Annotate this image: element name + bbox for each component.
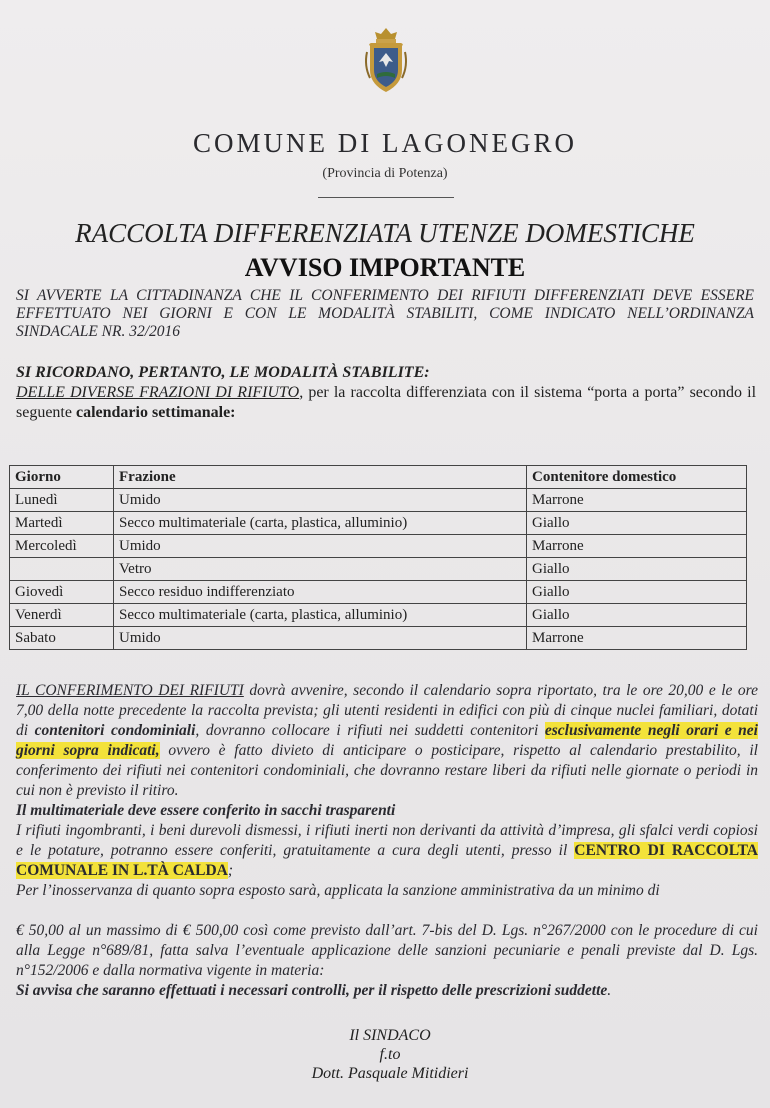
cell-contenitore: Marrone xyxy=(527,535,747,558)
modalita-heading: SI RICORDANO, PERTANTO, LE MODALITÀ STABILITE: xyxy=(16,364,430,381)
calendario-label: calendario settimanale: xyxy=(75,404,236,421)
signature-block xyxy=(300,1026,480,1083)
table-row xyxy=(10,627,747,650)
frazioni-label: DELLE DIVERSE FRAZIONI DI RIFIUTO xyxy=(16,384,300,401)
provincia: (Provincia di Potenza) xyxy=(322,166,448,181)
table-row xyxy=(10,489,747,512)
ingombranti-end: ; xyxy=(227,862,234,879)
ingombranti-paragraph xyxy=(16,821,758,881)
divider xyxy=(318,197,454,198)
cell-frazione: Umido xyxy=(114,627,527,650)
conferimento-text-c: ovvero è fatto divieto di anticipare o posticipare, rispetto al calendario prestabilito, il conferimento dei rifiuti nei contenitori condominiali, che dovranno restare liberi da rifiuti nelle giornate o periodi in cui non è previsto il ritiro. xyxy=(16,742,758,799)
ingombranti-text: I rifiuti ingombranti, i beni durevoli dismessi, i rifiuti inerti non derivanti da attività d’impresa, gli sfalci verdi copiosi e le potature, potranno essere conferiti, gratuitamente a cura degli utenti, presso il xyxy=(16,822,758,859)
table-row xyxy=(10,581,747,604)
controlli-text: Si avvisa che saranno effettuati i necessari controlli, per il rispetto delle prescrizioni suddette xyxy=(16,982,608,999)
cell-giorno: Sabato xyxy=(10,627,114,650)
centro-raccolta-highlight: CENTRO DI RACCOLTA COMUNALE IN L.TÀ CALDA xyxy=(16,842,758,879)
cell-frazione: Vetro xyxy=(114,558,527,581)
signature-fto: f.to xyxy=(379,1046,401,1063)
conferimento-text-b: , dovranno collocare i rifiuti nei suddetti contenitori xyxy=(195,722,545,739)
intro-paragraph: SI AVVERTE LA CITTADINANZA CHE IL CONFERIMENTO DEI RIFIUTI DIFFERENZIATI DEVE ESSERE EFFETTUATO NEI GIORNI E CON LE MODALITÀ STABILITI, COME INDICATO NELL’ORDINANZA SINDACALE NR. 32/2016 xyxy=(16,287,754,340)
cell-giorno: Mercoledì xyxy=(10,535,114,558)
cell-contenitore: Marrone xyxy=(527,627,747,650)
table-header-row xyxy=(10,466,747,489)
cell-frazione: Secco residuo indifferenziato xyxy=(114,581,527,604)
cell-giorno: Lunedì xyxy=(10,489,114,512)
cell-contenitore: Giallo xyxy=(527,604,747,627)
importi-paragraph: € 50,00 al un massimo di € 500,00 così come previsto dall’art. 7-bis del D. Lgs. n°267/2000 con le procedure di cui alla Legge n°689/81, fatta salva l’eventuale applicazione delle sanzioni pecuniarie e penali previste dal D. Lgs. n°152/2006 e dalla normativa vigente in materia: xyxy=(16,922,758,979)
cell-giorno: Martedì xyxy=(10,512,114,535)
signature-role: Il SINDACO xyxy=(349,1027,431,1044)
cell-giorno: Giovedì xyxy=(10,581,114,604)
cell-contenitore: Marrone xyxy=(527,489,747,512)
table-row xyxy=(10,512,747,535)
table-row xyxy=(10,604,747,627)
spacer xyxy=(16,901,758,921)
cell-contenitore: Giallo xyxy=(527,558,747,581)
notice-title: RACCOLTA DIFFERENZIATA UTENZE DOMESTICHE xyxy=(75,218,695,248)
comune-name: COMUNE DI LAGONEGRO xyxy=(193,128,577,158)
cell-giorno xyxy=(10,558,114,581)
header-frazione: Frazione xyxy=(114,466,527,489)
notice-subtitle: AVVISO IMPORTANTE xyxy=(244,253,526,282)
cell-giorno: Venerdì xyxy=(10,604,114,627)
cell-frazione: Secco multimateriale (carta, plastica, alluminio) xyxy=(114,604,527,627)
contenitori-condominiali-label: contenitori condominiali xyxy=(34,722,196,739)
conferimento-text-a: dovrà avvenire, secondo il calendario sopra riportato, tra le ore 20,00 e le ore 7,00 della notte precedente la raccolta prevista; gli utenti residenti in edifici con più di cinque nuclei familiari, dotati di xyxy=(16,682,759,739)
conferimento-paragraph xyxy=(16,681,758,801)
signature-name: Dott. Pasquale Mitidieri xyxy=(311,1065,469,1082)
modalita-text: , per la raccolta differenziata con il sistema “porta a porta” secondo il seguente xyxy=(16,384,757,421)
cell-contenitore: Giallo xyxy=(527,581,747,604)
controlli-paragraph xyxy=(16,981,758,1001)
cell-frazione: Umido xyxy=(114,489,527,512)
header-giorno: Giorno xyxy=(10,466,114,489)
notice-body xyxy=(16,681,758,1001)
header-contenitore: Contenitore domestico xyxy=(527,466,747,489)
cell-contenitore: Giallo xyxy=(527,512,747,535)
orari-highlight: esclusivamente negli orari e nei giorni sopra indicati, xyxy=(16,722,758,759)
controlli-end: . xyxy=(607,982,612,999)
multimateriale-note: Il multimateriale deve essere conferito in sacchi trasparenti xyxy=(16,802,396,819)
coat-of-arms-icon xyxy=(361,26,411,96)
modalita-paragraph xyxy=(16,363,756,423)
conferimento-label: IL CONFERIMENTO DEI RIFIUTI xyxy=(16,682,244,699)
table-row xyxy=(10,558,747,581)
table-row xyxy=(10,535,747,558)
calendar-table xyxy=(9,465,747,650)
sanzione-paragraph: Per l’inosservanza di quanto sopra esposto sarà, applicata la sanzione amministrativa da un minimo di xyxy=(16,882,660,899)
cell-frazione: Secco multimateriale (carta, plastica, alluminio) xyxy=(114,512,527,535)
cell-frazione: Umido xyxy=(114,535,527,558)
